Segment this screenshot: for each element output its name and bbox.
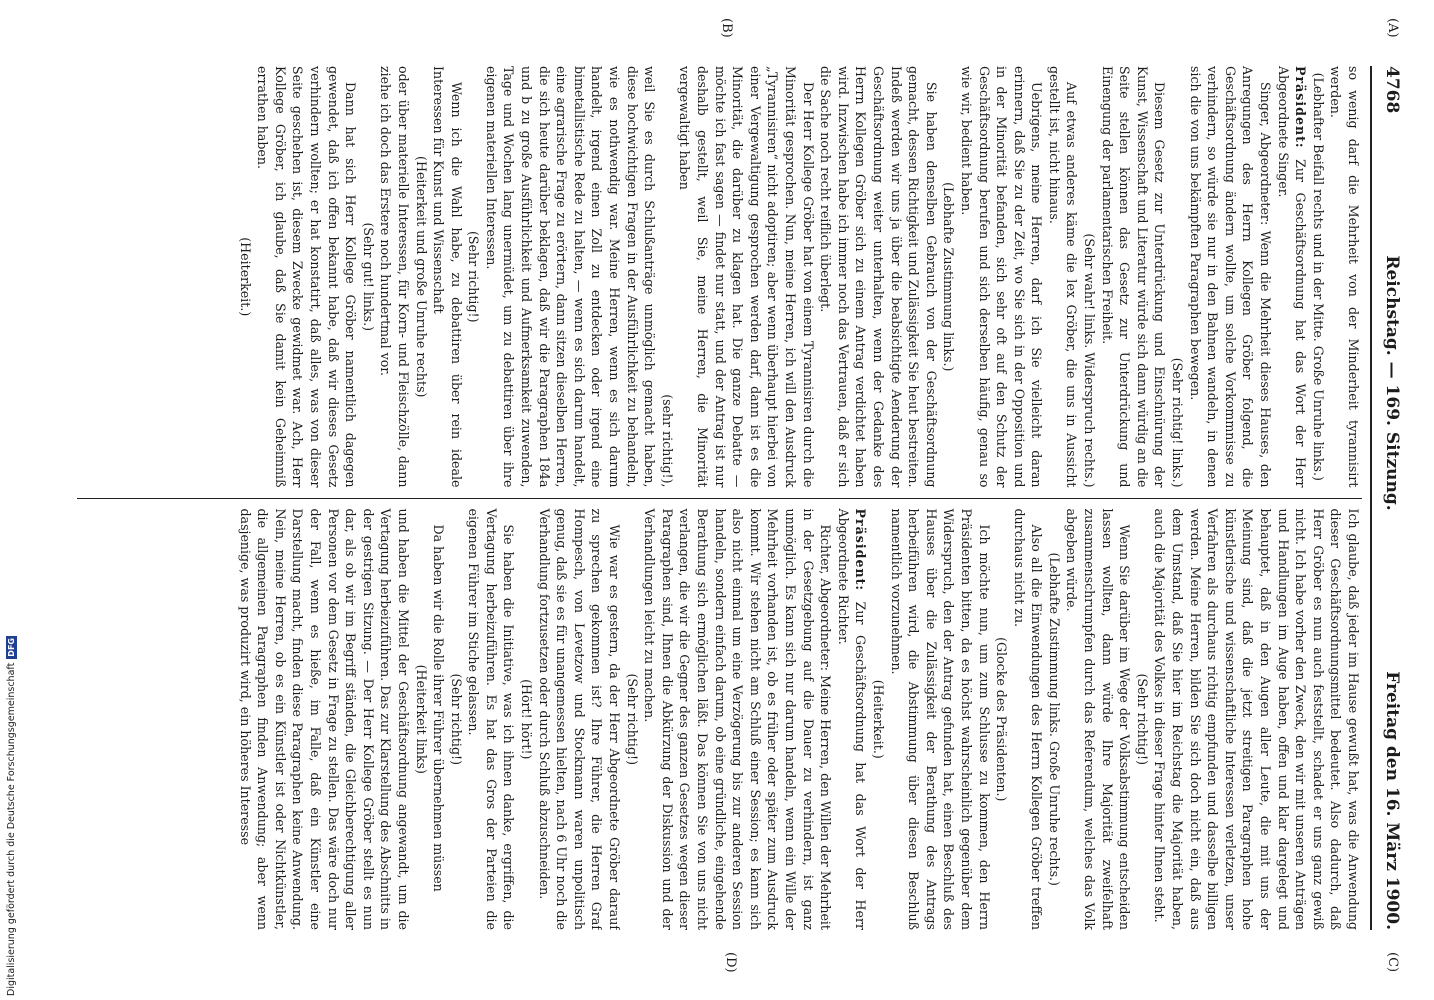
interjection: (Sehr richtig!) [448, 673, 464, 765]
interjection: (Heiterkeit.) [870, 679, 886, 759]
interjection: (Sehr wahr! links. Widerspruch rechts.) [1082, 233, 1098, 488]
paragraph: Sie haben die Initiative, was ich ihnen danke, ergriffen, die Vertagung herbeizuführen. Es hat das Gros der Parteien die eigenen Führer im Stiche gelassen. [466, 508, 517, 930]
paragraph: Wenn ich die Wahl habe, zu debattiren über rein ideale Interessen für Kunst und Wissenschaft [431, 66, 464, 488]
interjection: (Lebhafte Zustimmung links. Große Unruhe rechts.) [1046, 552, 1062, 886]
paragraph: Diesem Gesetz zur Unterdrückung und Einschnürung der Kunst, Wissenschaft und Literatur würde sich dann würdig an die Seite stellen können das Gesetz zur Unterdrückung und Einengung der parlamentarischen Freiheit. [1099, 66, 1168, 488]
paragraph: Ich möchte nun, um zum Schlusse zu kommen, den Herrn Präsidenten bitten, da es höchst wahrscheinlich gegenüber dem Widerspruch, den der Antrag gefunden hat, einen Beschluß des Hauses über die Zulässigkeit der Berathung des Antrags herbeiführen wird, die Abstimmung über diesen Beschluß namentlich vorzunehmen. [888, 508, 992, 930]
interjection: (Sehr richtig!) [624, 673, 640, 765]
interjection: (Heiterkeit links) [413, 664, 429, 774]
paragraph: so wenig darf die Mehrheit von der Minderheit tyrannisirt werden. [1328, 66, 1361, 488]
margin-marker-d: (D) [723, 952, 738, 973]
paragraph: Ich glaube, daß jeder im Hause gewußt hat, was die Anwendung dieser Geschäftsordnungsmittel bedeutet. Also dadurch, daß Herr Gröber es nun auch feststellt, schadet er uns ganz gewiß nicht. Ich habe vorher den Zweck, den wir mit unseren Anträgen und Handlungen im Auge haben, offen und klar dargelegt und behauptet, daß in den Augen aller Leute, die mit uns der Meinung sind, daß die jetzt streitigen Paragraphen hohe künstlerische und wissenschaftliche Interessen verletzen, unser Verfahren als durchaus richtig empfunden und dasselbe billigen werden. Meine Herren, bilden Sie sich doch nicht ein, daß aus dem Umstand, daß Sie hier im Reichstag die Majorität haben, auch die Majorität des Volkes in dieser Frage hinter Ihnen steht. [1152, 508, 1361, 930]
paragraph: Singer, Abgeordneter: Wenn die Mehrheit dieses Hauses, den Anregungen des Herrn Kollegen Gröber folgend, die Geschäftsordnung ändern wollte, um solche Vorkommnisse zu verhindern, so würde sie nur in den Bahnen wandeln, in denen sich die von uns bekämpften Paragraphen bewegen. [1187, 66, 1274, 488]
interjection: (Sehr richtig! links.) [1170, 357, 1186, 488]
speaker-name: Präsident: [1293, 66, 1309, 149]
paragraph: Auf etwas anderes käme die lex Gröber, die uns in Aussicht gestellt ist, nicht hinaus. [1046, 66, 1080, 488]
paragraph: Da haben wir die Rolle ihrer Führer übernehmen müssen [431, 524, 447, 892]
paragraph: Sie haben denselben Gebrauch von der Geschäftsordnung gemacht, dessen Richtigkeit und Zulässigkeit Sie heut bestreiten. Indeß werden wir uns ja über die beabsichtigte Aenderung der Geschäftsordnung weiter unterhalten, wenn der Gedanke des Herrn Kollegen Gröber sich zu einem Antrag verdichtet haben wird. Inzwischen habe ich immer noch das Vertrauen, daß er sich die Sache noch recht reiflich überlegt. [818, 66, 939, 488]
paragraph: Uebrigens, meine Herren, darf ich Sie vielleicht daran erinnern, daß Sie zu der Zeit, wo Sie sich in der Opposition und in der Minorität befanden, sich sehr oft auf den Schutz der Geschäftsordnung berufen und sich derselben häufig, genau so wie wir, bedient haben. [958, 66, 1045, 488]
interjection: (Lebhafter Beifall rechts und in der Mitte. Große Unruhe links.) [1310, 72, 1326, 481]
paragraph: weil Sie es durch Schlußanträge unmöglich gemacht haben, diese hochwichtigen Fragen in der Ausführlichkeit zu behandeln, wie es nothwendig war. Meine Herren, wenn es sich darum handelt, irgend einen Zoll zu entdecken oder irgend eine bimetallistische Rede zu halten, — wenn es sich darum handelt, eine agrarische Frage zu erörtern, dann sitzen dieselben Herren, die sich heute darüber beklagen, daß wir die Paragraphen 184a und b zu große Ausführlichkeit und Aufmerksamkeit zuwenden, Tage und Wochen lang unermüdet, um zu debattiren über ihre eigenen materiellen Interessen. [483, 66, 658, 488]
interjection: (Hört! hört!) [519, 679, 535, 760]
interjection: (Lebhafte Zustimmung links.) [941, 182, 957, 372]
page-header [1370, 66, 1402, 930]
margin-marker-c: (C) [1385, 952, 1400, 973]
interjection: (Glocke des Präsidenten.) [994, 637, 1010, 802]
speaker-paragraph: Präsident: Zur Geschäftsordnung hat das Wort der Herr Abgeordnete Singer. [1275, 66, 1309, 488]
interjection: (sehr richtig!), [659, 394, 675, 488]
speaker-paragraph: Präsident: Zur Geschäftsordnung hat das Wort der Herr Abgeordnete Richter. [835, 508, 869, 930]
page-number: 4768 [1382, 66, 1402, 114]
margin-marker-a: (A) [1385, 18, 1400, 38]
speaker-name: Präsident: [853, 508, 869, 592]
header-date: Freitag den 16. März 1900. [1382, 671, 1402, 930]
paragraph: Richter, Abgeordneter: Meine Herren, den Willen der Mehrheit in der Gesetzgebung auf die Dauer zu verhindern, ist ganz unmöglich. Es kann sich nur darum handeln, wenn ein Wille der Mehrheit vorhanden ist, ob es früher oder später zum Ausdruck kommt. Wir stehen nicht am Schluß einer Session; es kann sich also nicht einmal um eine Verzögerung bis zur anderen Session handeln, sondern einfach darum, ob eine gründliche, eingehende Berathung sich ermöglichen läßt. Das können Sie von uns nicht verlangen, die wir die Gegner des ganzen Gesetzes wegen dieser Paragraphen sind, Ihnen die Abkürzung der Diskussion und der Verhandlungen leicht zu machen. [642, 508, 834, 930]
right-column [77, 499, 1362, 931]
paragraph: Wenn Sie darüber im Wege der Volksabstimmung entscheiden lassen wollten, dann würde Ihre Majorität zweifelhaft zusammenschrumpfen durch das Referendum, welches das Volk abgeben würde. [1064, 508, 1133, 930]
margin-marker-b: (B) [719, 18, 734, 38]
paragraph: Also all die Einwendungen des Herrn Kollegen Gröber treffen durchaus nicht zu. [1011, 508, 1045, 930]
interjection: (Heiterkeit.) [237, 237, 253, 317]
interjection: (Sehr gut! links.) [360, 222, 376, 332]
footer-text: Digitalisierung gefördert durch die Deutsche Forschungsgemeinschaft [6, 662, 17, 996]
paragraph: Wie war es gestern, da der Herr Abgeordnete Gröber darauf zu sprechen gekommen ist? Ihre Führer, die Herren Graf Hompesch, von Levetzow und Stockmann waren unpolitisch genug, daß sie es für unangemessen hielten, nach 6 Uhr noch die Verhandlung fortzusetzen oder durch Schluß abzuschneiden. [536, 508, 623, 930]
interjection: (Sehr richtig!) [1134, 673, 1150, 765]
footer-credit [6, 606, 20, 996]
text-columns [77, 66, 1362, 930]
dfg-logo: DFG [7, 638, 16, 657]
header-center: Reichstag. — 169. Sitzung. [1382, 255, 1402, 511]
interjection: (Sehr richtig!) [466, 231, 482, 323]
interjection: (Heiterkeit und große Unruhe rechts) [413, 156, 429, 398]
paragraph: Dann hat sich Herr Kollege Gröber namentlich dagegen gewendet, daß ich offen bekannt habe, daß wir dieses Gesetz verhindern wollten; er hat konstatirt, daß alles, was von dieser Seite geschehen ist, diesem Zwecke gewidmet war. Ach, Herr Kollege Gröber, ich glaube, daß Sie damit kein Geheimniß errathen haben. [255, 66, 359, 488]
paragraph: oder über materielle Interessen, für Korn- und Fleischzölle, dann ziehe ich doch das Erstere noch hundertmal vor. [378, 66, 411, 488]
paragraph: und haben die Mittel der Geschäftsordnung angewandt, um die Vertagung herbeizuführen. Das zur Klarstellung des Abschnitts in der gestrigen Sitzung. — Der Herr Kollege Gröber stellt es nun dar, als ob wir im Begriff ständen, die Gleichberechtigung aller Personen vor dem Gesetz in Frage zu stellen. Das wäre doch nur der Fall, wenn es hieße, im Falle, daß ein Künstler eine Darstellung macht, finden diese Paragraphen keine Anwendung. Nein, meine Herren, ob es ein Künstler ist oder Nichtkünstler, die allgemeinen Paragraphen finden Anwendung; aber wenn dasjenige, was produzirt wird, ein höheres Interesse [237, 508, 411, 930]
left-column [77, 66, 1362, 498]
paragraph: Der Herr Kollege Gröber hat von einem Tyrannisiren durch die Minorität gesprochen. Nun, meine Herren, ich will den Ausdruck „Tyrannisiren“ nicht adoptiren; aber wenn überhaupt hierbei von einer Vergewaltigung gesprochen werden darf, dann ist es die Minorität, die darüber zu klagen hat. Die ganze Debatte — möchte ich fast sagen — findet nur statt, und der Antrag ist nur deshalb gestellt, weil Sie, meine Herren, die Minorität vergewaltigt haben [677, 66, 816, 488]
